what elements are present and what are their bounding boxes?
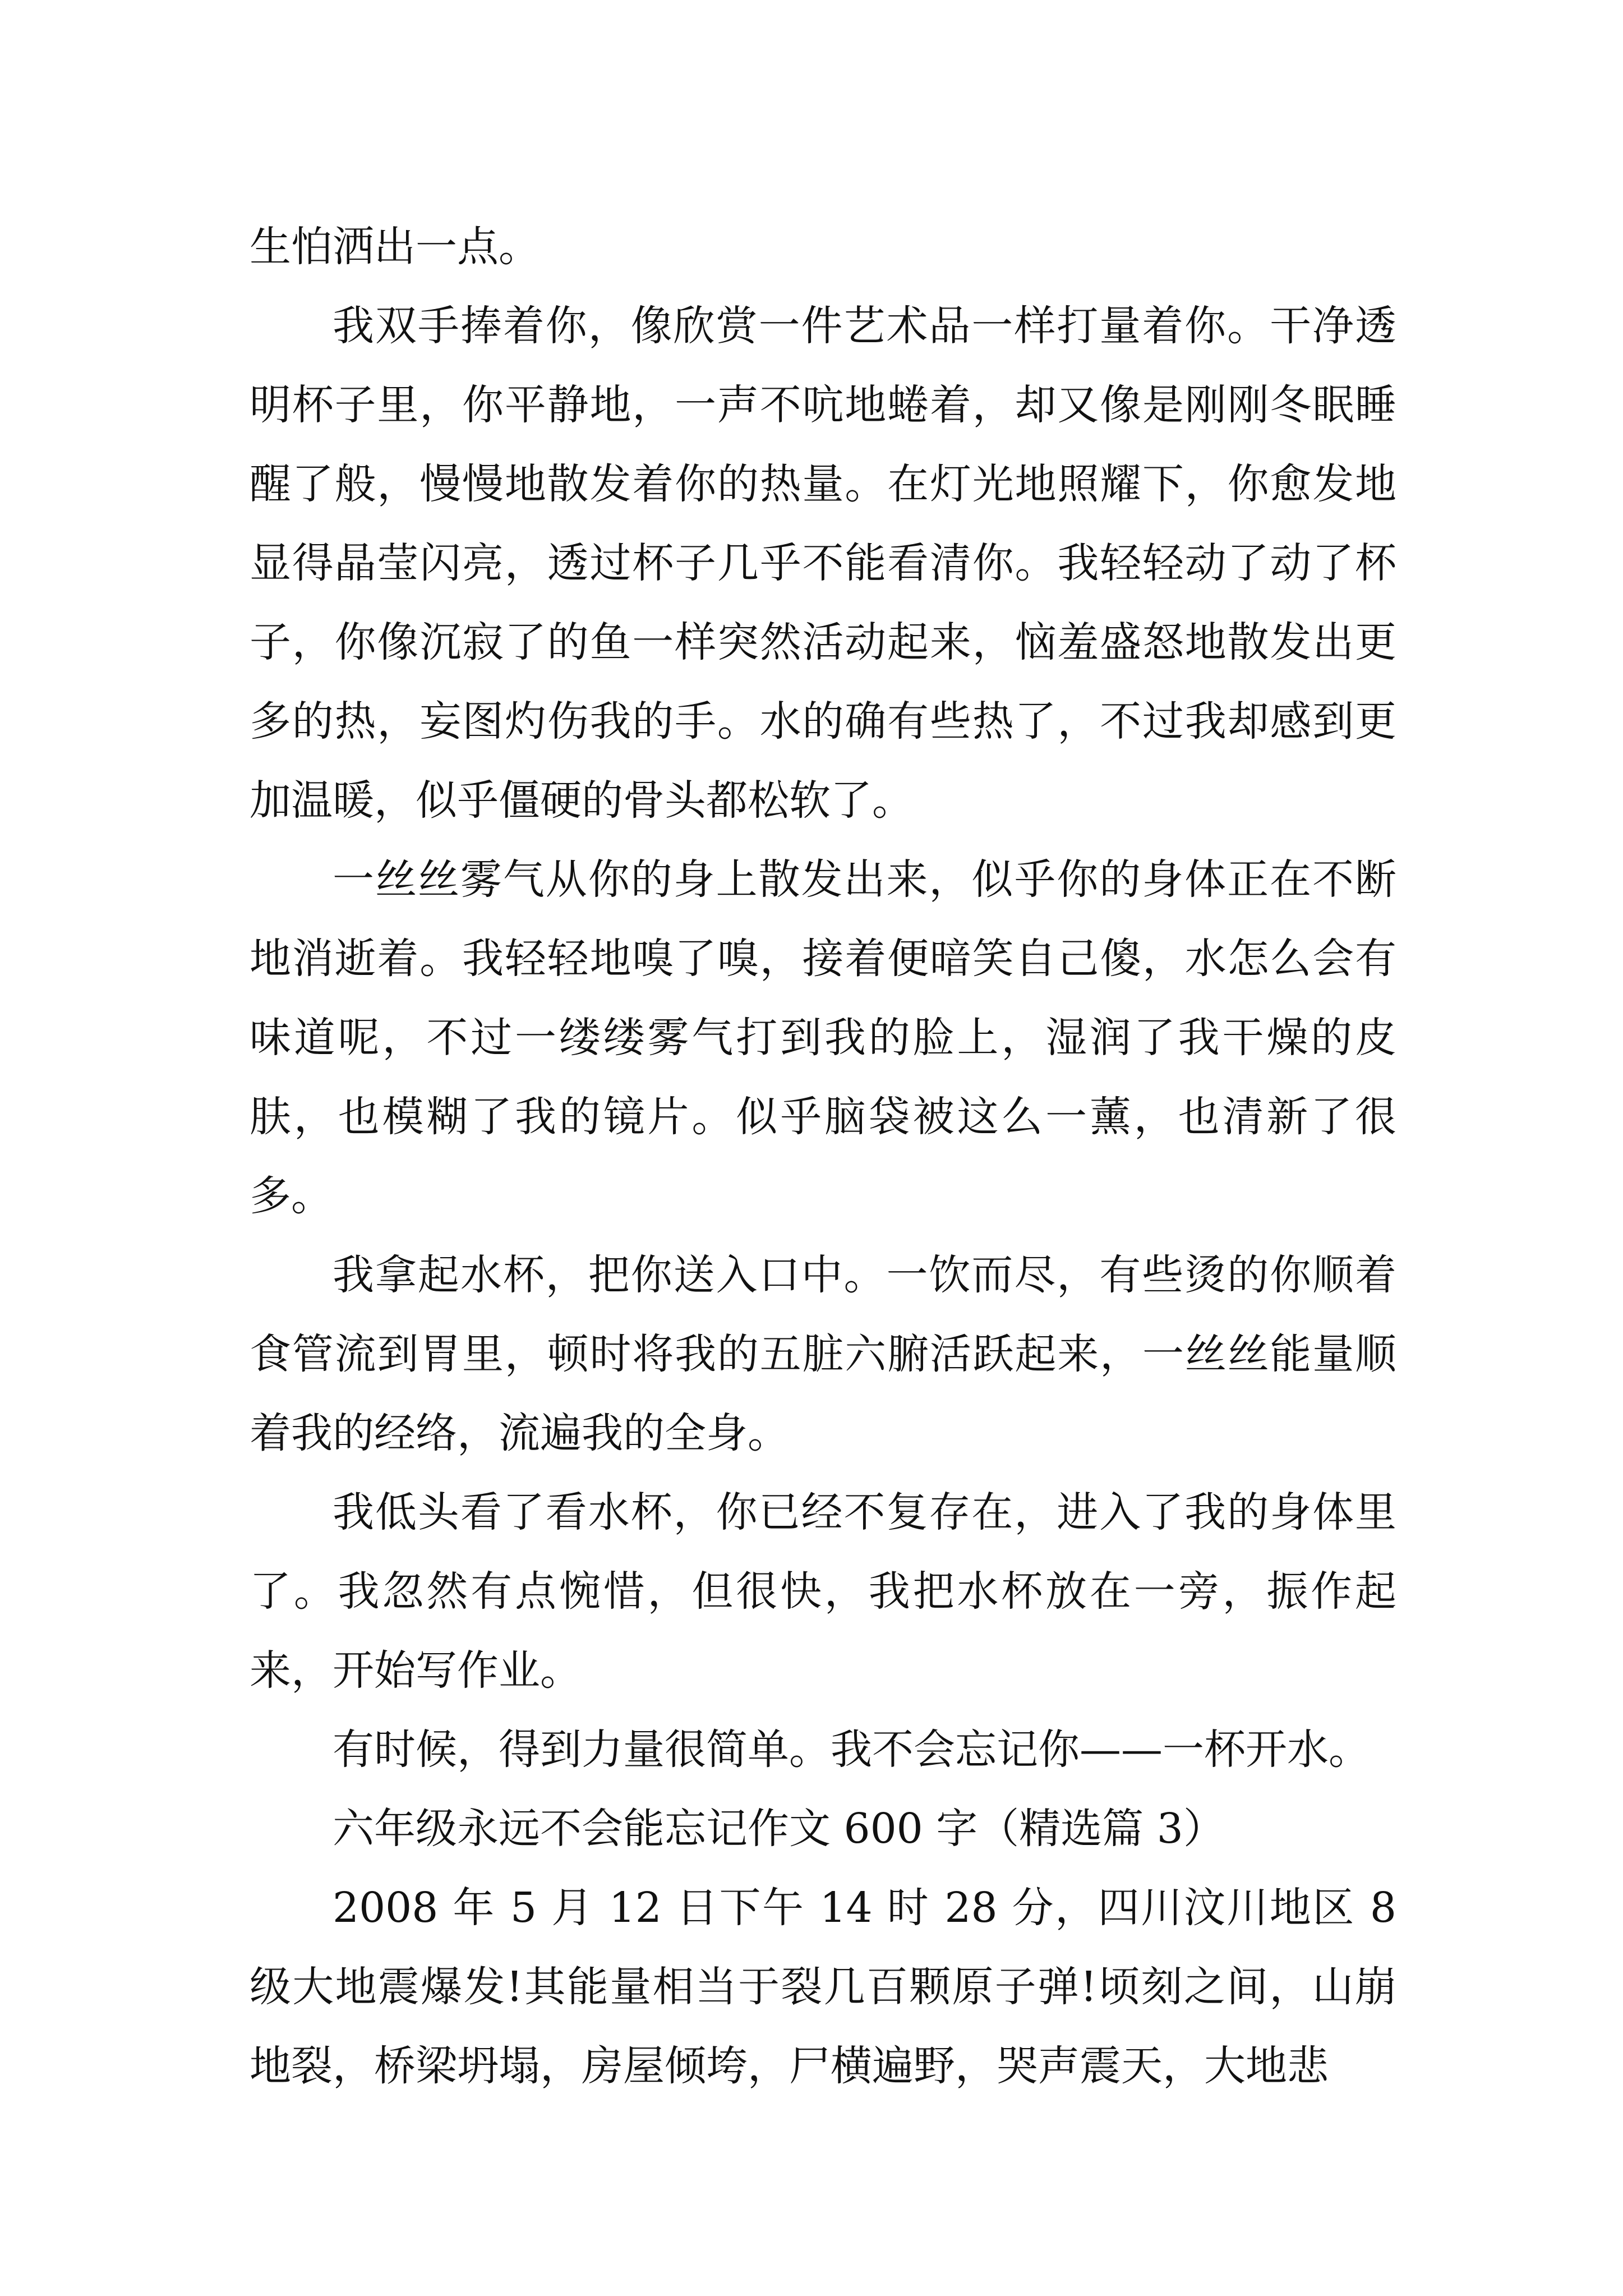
body-text — [250, 208, 1396, 2106]
paragraph: 生怕洒出一点。 — [250, 223, 540, 271]
paragraph: 我低头看了看水杯，你已经不复存在，进入了我的身体里了。我忽然有点惋惜，但很快，我把水杯放在一旁，振作起来，开始写作业。 — [250, 1488, 1396, 1695]
section-title: 六年级永远不会能忘记作文 600 字（精选篇 3） — [333, 1805, 1225, 1853]
paragraph: 有时候，得到力量很简单。我不会忘记你——一杯开水。 — [333, 1726, 1370, 1774]
paragraph: 我双手捧着你，像欣赏一件艺术品一样打量着你。干净透明杯子里，你平静地，一声不吭地蜷着，却又像是刚刚冬眠睡醒了般，慢慢地散发着你的热量。在灯光地照耀下，你愈发地显得晶莹闪亮，透过杯子几乎不能看清你。我轻轻动了动了杯子，你像沉寂了的鱼一样突然活动起来，恼羞盛怒地散发出更多的热，妄图灼伤我的手。水的确有些热了，不过我却感到更加温暖，似乎僵硬的骨头都松软了。 — [250, 302, 1396, 825]
paragraph: 一丝丝雾气从你的身上散发出来，似乎你的身体正在不断地消逝着。我轻轻地嗅了嗅，接着便暗笑自己傻，水怎么会有味道呢，不过一缕缕雾气打到我的脸上，湿润了我干燥的皮肤，也模糊了我的镜片。似乎脑袋被这么一薰，也清新了很多。 — [250, 855, 1396, 1220]
paragraph: 我拿起水杯，把你送入口中。一饮而尽，有些烫的你顺着食管流到胃里，顿时将我的五脏六腑活跃起来，一丝丝能量顺着我的经络，流遍我的全身。 — [250, 1251, 1396, 1457]
paragraph: 2008 年 5 月 12 日下午 14 时 28 分，四川汶川地区 8 级大地震爆发!其能量相当于裂几百颗原子弹!顷刻之间，山崩地裂，桥梁坍塌，房屋倾垮，尸横遍野，哭声震天，大地悲 — [250, 1884, 1396, 2090]
